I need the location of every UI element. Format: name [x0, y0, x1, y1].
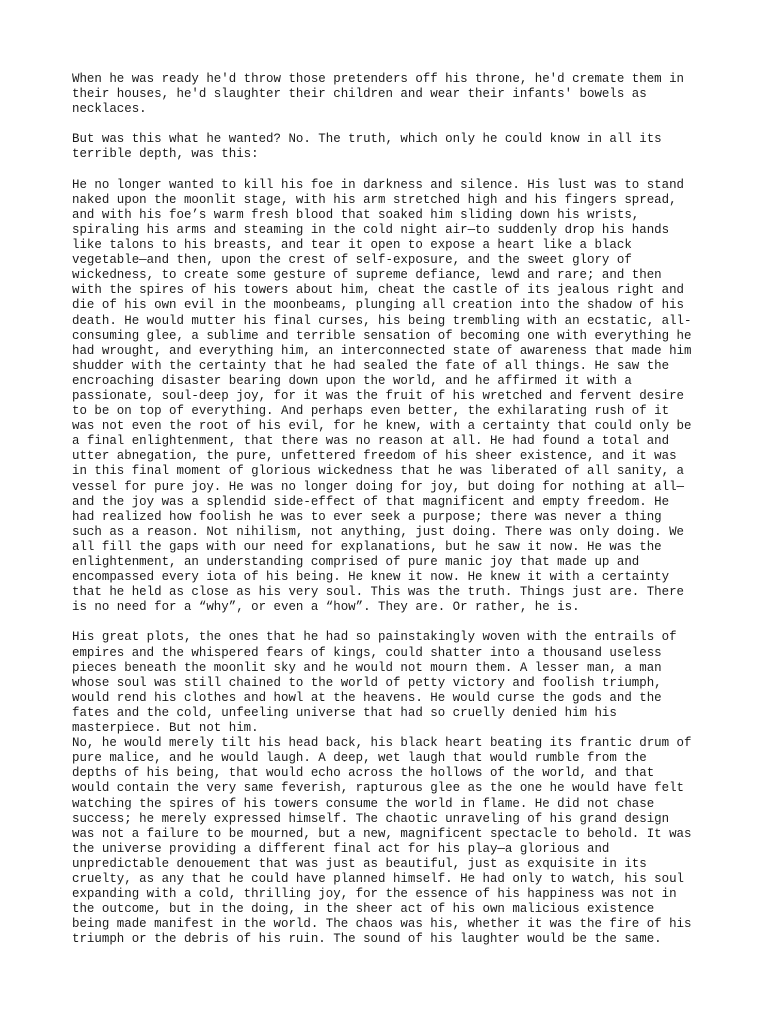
document-page [72, 72, 712, 963]
paragraph-moonlit-stage: He no longer wanted to kill his foe in darkness and silence. His lust was to stand naked upon the moonlit stage, with his arm stretched high and his fingers spread, and with his foe’s warm fresh blood that soaked him sliding down his wrists, spiraling his arms and steaming in the cold night air—to suddenly drop his hands like talons to his breasts, and tear it open to expose a heart like a black vegetable—and then, upon the crest of self-exposure, and the sweet glory of wickedness, to create some gesture of supreme defiance, lewd and rare; and then with the spires of his towers about him, cheat the castle of its jealous right and die of his own evil in the moonbeams, plunging all creation into the shadow of his death. He would mutter his final curses, his being trembling with an ecstatic, all- consuming glee, a sublime and terrible sensation of becoming one with everything he had wrought, and everything him, an interconnected state of awareness that made him shudder with the certainty that he had sealed the fate of all things. He saw the encroaching disaster bearing down upon the world, and he affirmed it with a passionate, soul-deep joy, for it was the fruit of his wretched and fervent desire to be on top of everything. And perhaps even better, the exhilarating rush of it was not even the root of his evil, for he knew, with a certainty that could only be a final enlightenment, that there was no reason at all. He had found a total and utter abnegation, the pure, unfettered freedom of his sheer existence, and it was in this final moment of glorious wickedness that he was liberated of all sanity, a vessel for pure joy. He was no longer doing for joy, but doing for nothing at all— and the joy was a splendid side-effect of that magnificent and empty freedom. He had realized how foolish he was to ever seek a purpose; there was never a thing such as a reason. Not nihilism, not anything, just doing. There was only doing. We all fill the gaps with our need for explanations, but he saw it now. He was the enlightenment, an understanding comprised of pure manic joy that made up and encompassed every iota of his being. He knew it now. He knew it with a certainty that he held as close as his very soul. This was the truth. Things just are. There is no need for a “why”, or even a “how”. They are. Or rather, he is. [72, 177, 692, 615]
paragraph-truth: But was this what he wanted? No. The truth, which only he could know in all its terrible depth, was this: [72, 132, 662, 162]
paragraph-great-plots: His great plots, the ones that he had so painstakingly woven with the entrails of empires and the whispered fears of kings, could shatter into a thousand useless pieces beneath the moonlit sky and he would not mourn them. A lesser man, a man whose soul was still chained to the world of petty victory and foolish triumph, would rend his clothes and howl at the heavens. He would curse the gods and the fates and the cold, unfeeling universe that had so cruelly denied him his masterpiece. But not him. [72, 630, 677, 736]
paragraph-throne: When he was ready he'd throw those pretenders off his throne, he'd cremate them in their houses, he'd slaughter their children and wear their infants' bowels as necklaces. [72, 72, 685, 117]
paragraph-laughter: No, he would merely tilt his head back, his black heart beating its frantic drum of pure malice, and he would laugh. A deep, wet laugh that would rumble from the depths of his being, that would echo across the hollows of the world, and that would contain the very same feverish, rapturous glee as the one he would have felt watching the spires of his towers consume the world in flame. He did not chase success; he merely expressed himself. The chaotic unraveling of his grand design was not a failure to be mourned, but a new, magnificent spectacle to behold. It was the universe providing a different final act for his play—a glorious and unpredictable denouement that was just as beautiful, just as exquisite in its cruelty, as any that he could have planned himself. He had only to watch, his soul expanding with a cold, thrilling joy, for the essence of his happiness was not in the outcome, but in the doing, in the sheer act of his own malicious existence being made manifest in the world. The chaos was his, whether it was the fire of his triumph or the debris of his ruin. The sound of his laughter would be the same. [72, 736, 692, 947]
